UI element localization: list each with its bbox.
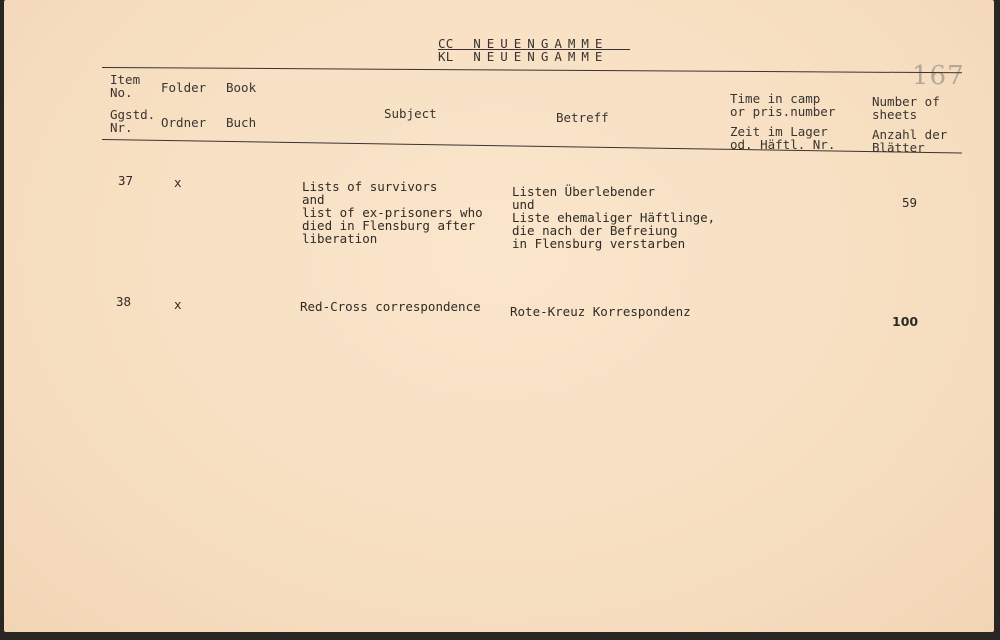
col-folder-de: Ordner (161, 115, 207, 130)
row-38-folder: x (174, 297, 182, 312)
col-time-de: Zeit im Lager od. Häftl. Nr. (730, 124, 836, 152)
col-sheets-de: Anzahl der Blätter (872, 127, 948, 155)
row-37-subject: Lists of survivors and list of ex-prisoners who died in Flensburg after liberation (302, 179, 483, 246)
col-item-de: Ggstd. Nr. (110, 107, 156, 135)
col-book-en: Book (226, 80, 257, 95)
camp-prefix-kl: KL (438, 49, 454, 64)
camp-title-line2 (438, 50, 608, 63)
col-book-de: Buch (226, 115, 257, 130)
col-folder-en: Folder (161, 80, 207, 95)
col-sheets-en: Number of sheets (872, 94, 940, 122)
row-38-sheets-handwritten: 100 (892, 314, 919, 329)
page-number-stamp: 167 (912, 61, 965, 91)
row-37-betreff: Listen Überlebender und Liste ehemaliger Häftlinge, die nach der Befreiung in Flensburg verstarben (512, 184, 716, 251)
row-38-item: 38 (116, 294, 132, 309)
row-37-sheets: 59 (902, 195, 918, 210)
col-item-en: Item No. (110, 72, 141, 100)
camp-name-1: NEUENGAMME (473, 36, 609, 51)
col-betreff: Betreff (556, 110, 609, 125)
camp-name-2: NEUENGAMME (473, 49, 609, 64)
index-card (4, 0, 994, 632)
row-37-folder: x (174, 175, 182, 190)
row-38-betreff: Rote-Kreuz Korrespondenz (510, 304, 691, 319)
row-38-subject: Red-Cross correspondence (300, 299, 481, 314)
col-time-en: Time in camp or pris.number (730, 91, 836, 119)
row-37-item: 37 (118, 173, 134, 188)
camp-prefix-cc: CC (438, 36, 454, 51)
col-subject: Subject (384, 106, 437, 121)
header-top-rule (102, 67, 962, 73)
